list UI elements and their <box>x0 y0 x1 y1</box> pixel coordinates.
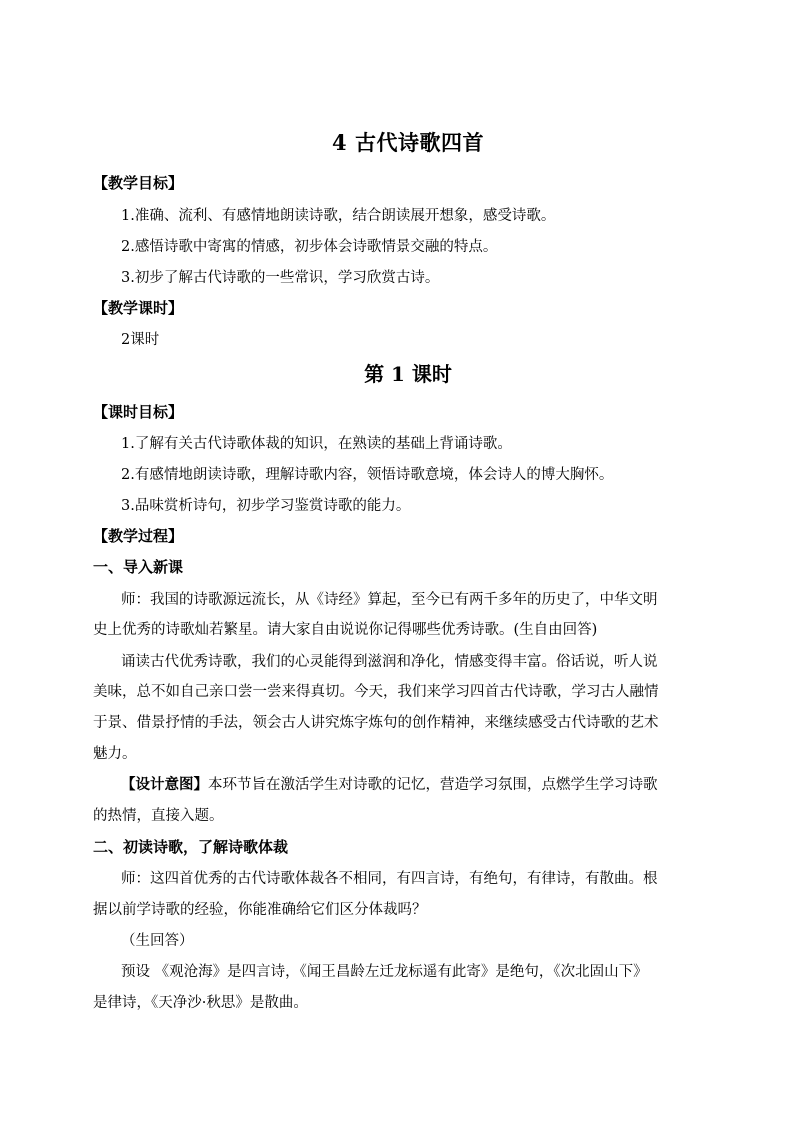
paragraph-line: （生回答） <box>121 933 194 949</box>
section-heading: 二、初读诗歌，了解诗歌体裁 <box>93 838 289 856</box>
paragraph-line: 诵读古代优秀诗歌，我们的心灵能得到滋润和净化，情感变得丰富。俗话说，听人说 <box>121 654 658 670</box>
process-heading: 【教学过程】 <box>93 527 184 545</box>
section-heading: 一、导入新课 <box>93 558 184 576</box>
paragraph-line: 史上优秀的诗歌灿若繁星。请大家自由说说你记得哪些优秀诗歌。(生自由回答) <box>93 622 598 638</box>
lesson-objective-item: 2.有感情地朗读诗歌，理解诗歌内容，领悟诗歌意境，体会诗人的博大胸怀。 <box>121 467 614 483</box>
lesson-title: 第 1 课时 <box>364 362 452 386</box>
objective-item: 1.准确、流利、有感情地朗读诗歌，结合朗读展开想象，感受诗歌。 <box>121 208 556 224</box>
paragraph-line: 于景、借景抒情的手法，领会古人讲究炼字炼句的创作精神，来继续感受古代诗歌的艺术 <box>93 715 659 731</box>
objectives-heading: 【教学目标】 <box>93 174 184 192</box>
design-intent-line: 的热情，直接入题。 <box>93 808 224 824</box>
design-intent-label: 【设计意图】 <box>121 776 208 793</box>
objective-item: 2.感悟诗歌中寄寓的情感，初步体会诗歌情景交融的特点。 <box>121 239 498 255</box>
paragraph-line: 魅力。 <box>93 746 137 762</box>
lesson-objectives-heading: 【课时目标】 <box>93 403 184 421</box>
lesson-objective-item: 3.品味赏析诗句，初步学习鉴赏诗歌的能力。 <box>121 498 411 514</box>
paragraph-line: 预设 《观沧海》是四言诗，《闻王昌龄左迁龙标遥有此寄》是绝句，《次北固山下》 <box>121 964 648 980</box>
paragraph-line: 师：这四首优秀的古代诗歌体裁各不相同，有四言诗，有绝句，有律诗，有散曲。根 <box>121 871 658 887</box>
design-intent-line <box>121 773 658 794</box>
lesson-objective-item: 1.了解有关古代诗歌体裁的知识，在熟读的基础上背诵诗歌。 <box>121 436 512 452</box>
hours-value: 2课时 <box>121 332 160 348</box>
document-title: 4 古代诗歌四首 <box>332 130 484 155</box>
paragraph-line: 据以前学诗歌的经验，你能准确给它们区分体裁吗？ <box>93 902 427 918</box>
paragraph-line: 美味，总不如自己亲口尝一尝来得真切。今天，我们来学习四首古代诗歌，学习古人融情 <box>93 684 659 700</box>
design-intent-text: 本环节旨在激活学生对诗歌的记忆，营造学习氛围，点燃学生学习诗歌 <box>208 777 658 793</box>
objective-item: 3.初步了解古代诗歌的一些常识，学习欣赏古诗。 <box>121 270 440 286</box>
paragraph-line: 师：我国的诗歌源远流长，从《诗经》算起，至今已有两千多年的历史了，中华文明 <box>121 592 658 608</box>
hours-heading: 【教学课时】 <box>93 299 184 317</box>
paragraph-line: 是律诗，《天净沙·秋思》是散曲。 <box>93 995 308 1011</box>
document-page <box>93 0 723 1123</box>
